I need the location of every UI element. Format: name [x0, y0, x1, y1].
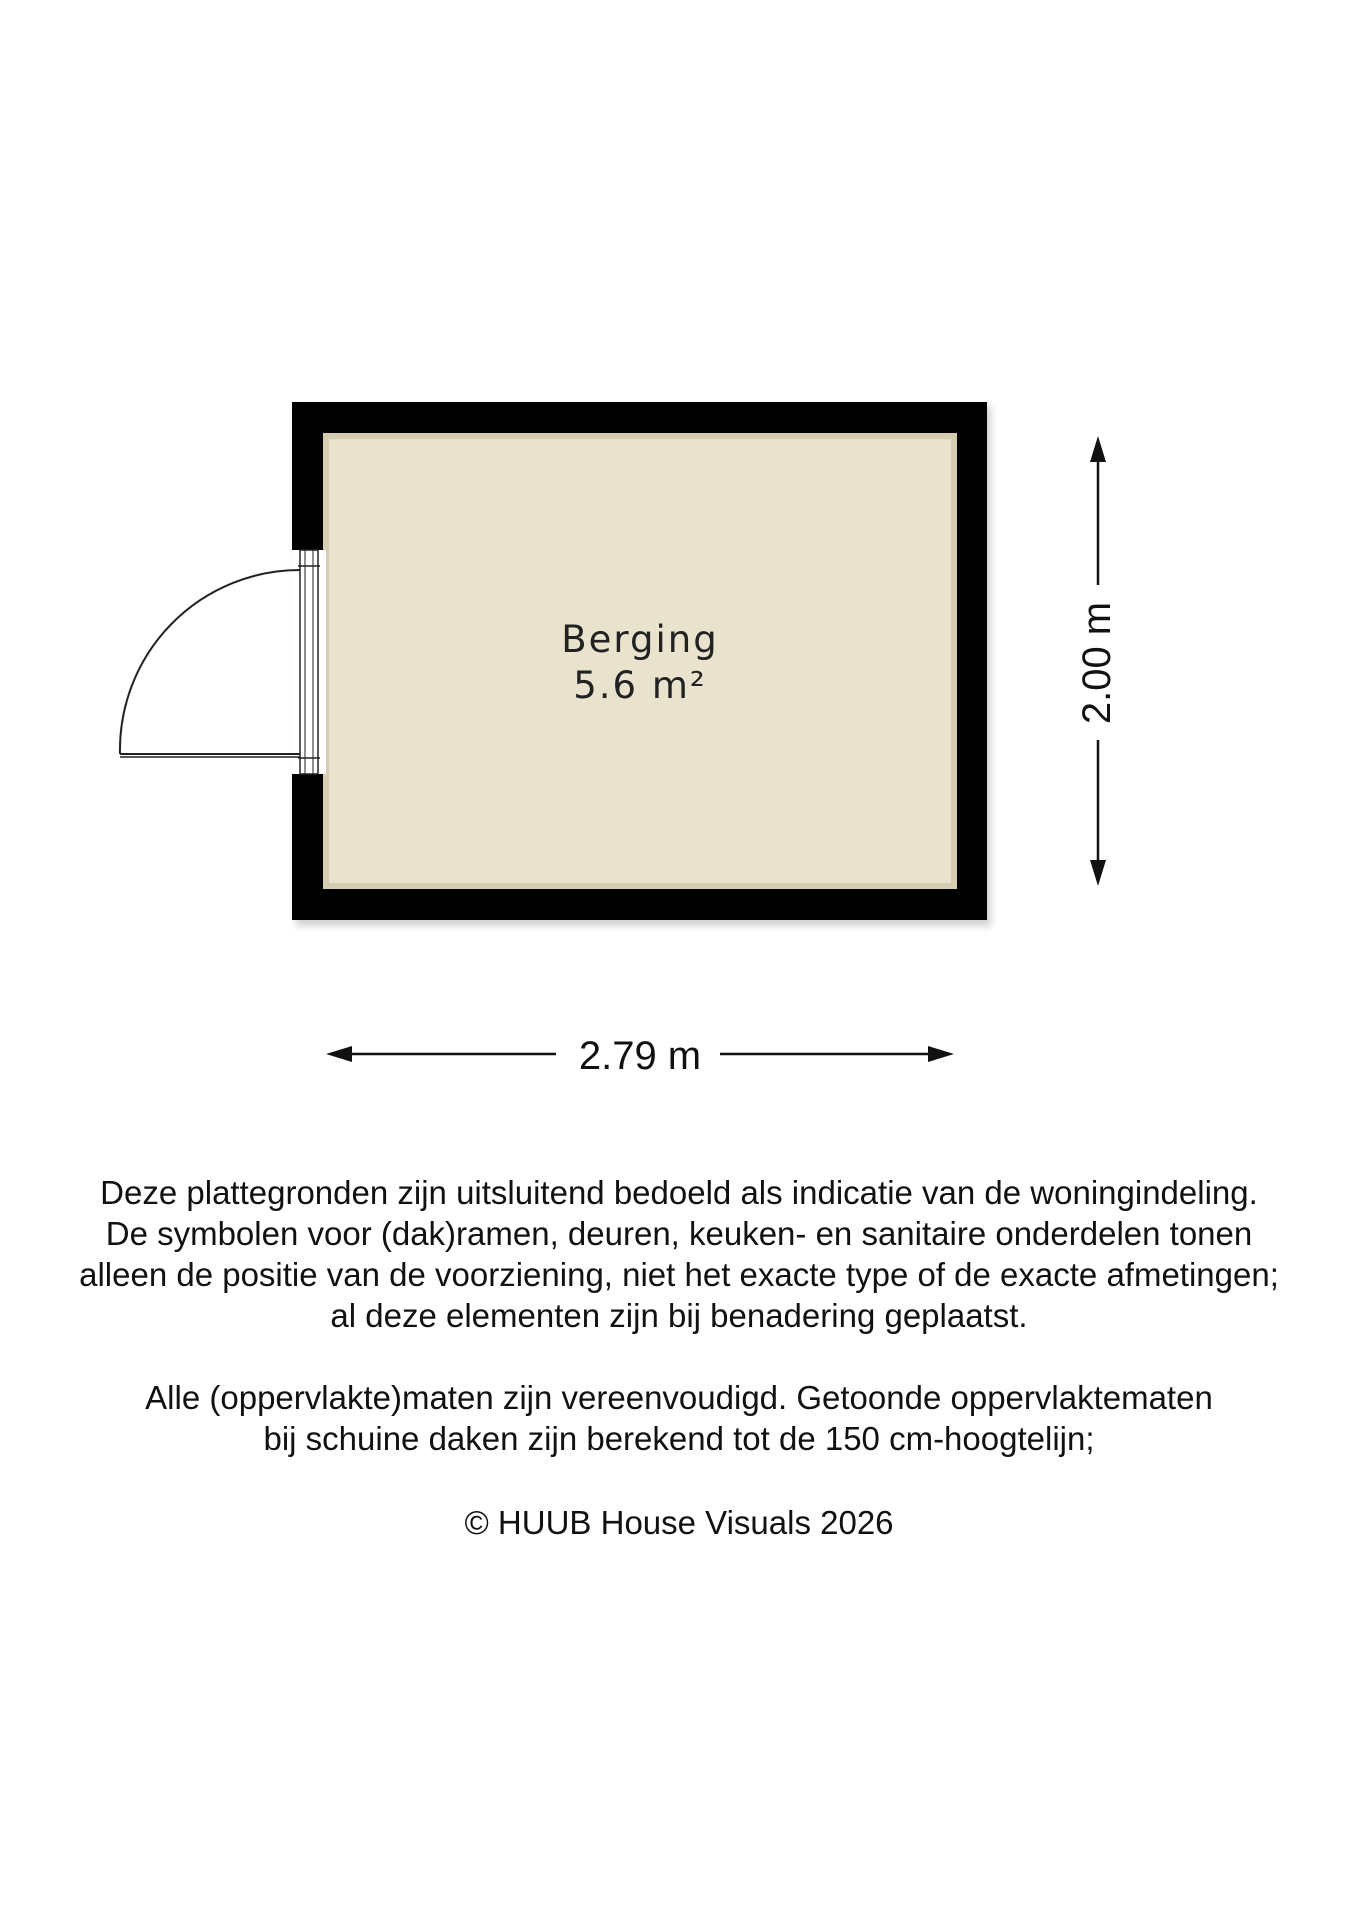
width-label: 2.79 m	[578, 1034, 702, 1078]
disclaimer-line: De symbolen voor (dak)ramen, deuren, keuken- en sanitaire onderdelen tonen	[105, 1215, 1253, 1252]
room-floor	[326, 436, 954, 886]
disclaimer-line: Alle (oppervlakte)maten zijn vereenvoudigd. Getoonde oppervlaktematen	[145, 1379, 1213, 1416]
disclaimer-line: alleen de positie van de voorziening, niet het exacte type of de exacte afmetingen;	[79, 1256, 1279, 1293]
room-area: 5.6 m²	[573, 664, 707, 707]
disclaimer-line: Deze plattegronden zijn uitsluitend bedoeld als indicatie van de woningindeling.	[100, 1174, 1258, 1211]
disclaimer-line: al deze elementen zijn bij benadering geplaatst.	[330, 1297, 1028, 1334]
room-name: Berging	[561, 618, 719, 661]
arrow-left-icon	[326, 1046, 352, 1062]
height-label: 2.00 m	[1075, 601, 1119, 725]
disclaimer	[0, 1172, 1358, 1459]
width-dimension	[326, 1034, 954, 1078]
arrow-right-icon	[928, 1046, 954, 1062]
door-swing-arc	[120, 570, 300, 754]
paragraph-gap	[0, 1336, 1358, 1377]
door-frame	[300, 550, 318, 774]
height-dimension	[1075, 436, 1119, 886]
disclaimer-line: bij schuine daken zijn berekend tot de 150 cm-hoogtelijn;	[263, 1420, 1095, 1457]
arrow-down-icon	[1090, 860, 1106, 886]
copyright: © HUUB House Visuals 2026	[464, 1504, 894, 1541]
arrow-up-icon	[1090, 436, 1106, 462]
